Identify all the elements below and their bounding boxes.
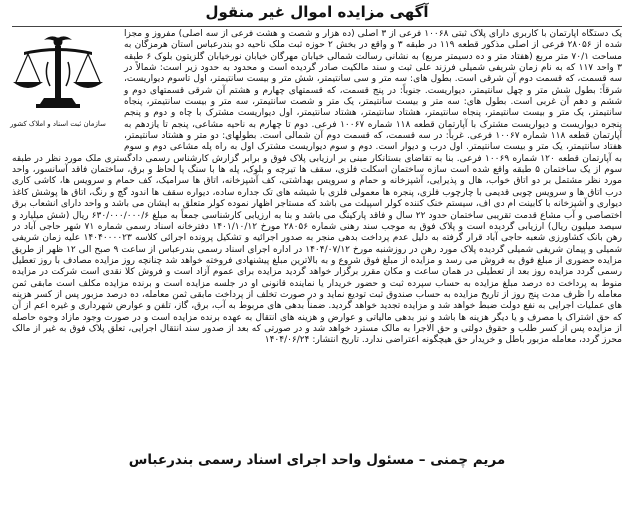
registry-emblem [8,32,108,152]
scales-of-justice-icon [8,32,108,122]
emblem-caption: سازمان ثبت اسناد و املاک کشور [10,120,106,128]
notice-title: آگهی مزایده اموال غیر منقول [12,0,622,27]
notice-body-text: یک دستگاه آپارتمان با کاربری دارای پلاک ثبتی ۱۰۰۶۸ فرعی از ۳ اصلی (ده هزار و شصت و هشت فرعی از سه اصلی) مفروز و مجزا شده از ۲۸۰۵۶ فرعی از اصلی مذکور قطعه ۱۱۹ در طبقه ۳ و واقع در بخش ۲ حوزه ثبت ملک ناحیه دو بندرعباس استان هرمزگان به مساحت ۷۰/۱ متر مربع (هفتاد متر و ده دسیمتر مربع) به نشانی رسالت شمالی خیابان مهرگان خیابان نورخیابان گلزیتون بلوک ۶ طبقه ۳ واحد ۱۱۷ که به نام زمان شریفی شمیلی فرزند علی ثبت و سند مالکیت صادر گردیده است و محدود به حدود زیر است: شمالاً در سه قسمت، که قسمت دوم آن شرقی است. بطول های: سه متر و سی سانتیمتر، شش متر و بیست سانتیمتر، اول تاسوم دیواریست، شرقاً: بطول شش متر و چهل سانتیمتر، دیواریست. جنوباً: در پنج قسمت، که قسمتهای چهارم و هشتم آن شرقی قسمتهای دوم و ششم و دهم آن غربی است. بطول های: سه متر و بیست سانتیمتر، یک متر و شصت سانتیمتر، سه متر و بیست سانتیمتر، پنجاه سانتیمتر، یک متر و بیست سانتیمتر، پنجاه سانتیمتر، هشتاد سانتیمتر، هشتاد سانتیمتر، اول دیواریست مشترک با چاه و دوم و پنجم پنجره دیواریست و دیواریست مشترک با آپارتمان قطعه ۱۱۸ شماره ۱۰۰۶۷ فرعی. دوم تا چهارم به ناحیه مشاعی، پنجم تا یازدهم به آپارتمان قطعه ۱۱۸ شماره ۱۰۰۶۷ فرعی. غرباً: در سه قسمت، که قسمت دوم آن شمالی است. بطولهای: دو متر و هشتاد سانتیمتر، هفتاد سانتیمتر، یک متر و بیست سانتیمتر. اول درب و دیوار است. دوم و سوم دیواریست مشترک اول به راه پله مشاعی دوم و سوم به آپارتمان قطعه ۱۲۰ شماره ۱۰۰۶۹ فرعی. بنا به تقاضای بستانکار مبنی بر ارزیابی پلاک فوق و برابر گزارش کارشناس رسمی دادگستری ملک مورد نظر در طبقه سوم از یک ساختمان ۵ طبقه واقع شده است سازه ساختمان اسکلت فلزی، سقف ها تیرچه و بلوک، پله ها با سنگ پا لحاظ و برق، ساختمان فاقد آسانسور، واحد مورد نظر مشتمل بر دو اتاق خواب، هال و پذیرایی، آشپزخانه و حمام و سرویس بهداشتی، کف آشپزخانه، اتاق ها سرامیک، کف حمام و سرویس ها، کاشی کاری درب اتاق ها و سرویس چوبی قدیمی با چارچوب فلزی، پنجره ها معمولی فلزی با شیشه های تک جداره ساده، دیواره سقف ها اندود گچ و رنگ، اتاق ها پوشش کاغذ دیواری و آشپزخانه با کابینت ام دی اف، سیستم خنک کننده کولر اسپیلت می باشد که مستاجر اظهار نموده کولر متعلق به ایشان می باشد و واحد دارای انشعاب برق اختصاصی و آب مشاع قدمت تقریبی ساختمان حدود ۲۲ سال و فاقد پارکینگ می باشد و بنا به ارزیابی کارشناسی جمعاً به مبلغ ۶۳۰/۰۰۰/۰۰۰/۶ ریال (شش میلیارد و سیصد میلیون ریال) ارزیابی گردیده است و پلاک فوق به موجب سند رهنی شماره ۲۸۰۵۶ مورخ ۱۴۰۱/۱۰/۱۲ دفترخانه اسناد رسمی شماره ۷۱ شهر حاجی آباد در رهن بانک کشاورزی شعبه حاجی آباد قرار گرفته به دلیل عدم پرداخت بدهی منجر به صدور اجرائیه و تشکیل پرونده اجرائی کلاسه ۱۴۰۴۰۰۰۰۲۳ علیه زمان شریفی شمیلی و پیمان شریفی شمیلی گردیده پلاک مورد رهن در روزشنبه مورخ ۱۴۰۴/۰۷/۱۲ در اداره اجرای اسناد رسمی بندرعباس از ساعت ۹ صبح الی ۱۲ ظهر از طریق مزایده حضوری از مبلغ فوق به فروش می رسد و مزایده از مبلغ فوق شروع و به بالاترین مبلغ پیشنهادی فروخته خواهد شد چنانچه روز مزایده مصادف با روز تعطیل رسمی گردد مزایده روز بعد از تعطیلی در همان ساعت و مکان مقرر برگزار خواهد گردید مزایده برای عموم آزاد است و فروش کلا نقدی است شرکت در مزایده منوط به پرداخت ده درصد مبلغ مزایده به حساب سپرده ثبت و حضور خریدار یا نماینده قانونی او در جلسه مزایده است و برنده مزایده مکلف است مابقی ثمن معامله را ظرف مدت پنج روز از تاریخ مزایده به حساب صندوق ثبت تودیع نماید و در صورت تخلف از پرداخت مابقی ثمن معامله، ده درصد مزبور پس از کسر هزینه های عملیات اجرایی به نفع دولت ضبط خواهد شد و مزایده تجدید خواهد گردید. ضمناً بدهی های مربوط به آب، برق، گاز، تلفن و عوارض شهرداری و غیره اعم از آن که حق اشتراک یا مصرف و یا دیگر هزینه ها باشد و نیز بدهی مالیاتی و عوارض و هزینه های انتقال به عهده برنده مزایده است و در صورت وجود مازاد وجوه حاصله از مزایده پس از کسر طلب و حقوق دولتی و حق الاجرا به مالک مسترد خواهد شد و در صورتی که بعد از صدور سند انتقال اجرایی، تعلق پلاک فوق به غیر از مالک محرز گردد، معامله مزبور باطل و خریدار حق هیچگونه اعتراضی ندارد. تاریخ انتشار: ۱۴۰۴/۰۶/۲۴ [12,29,622,346]
notice-signature: مریم چمنی – مسئول واحد اجرای اسناد رسمی بندرعباس [128,452,506,468]
